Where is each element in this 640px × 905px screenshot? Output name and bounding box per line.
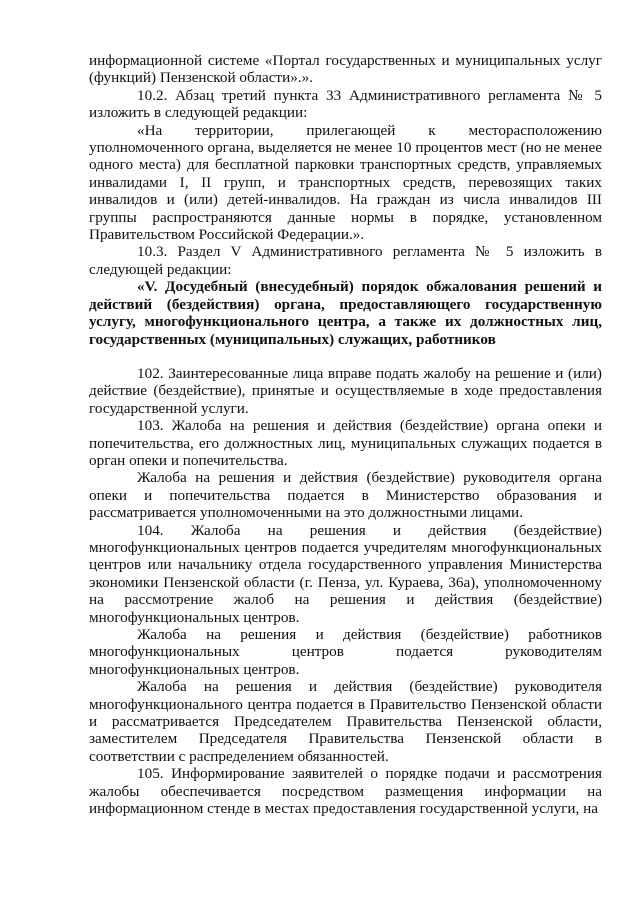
paragraph-104-third: Жалоба на решения и действия (бездействие) руководителя многофункционального центра подается в Правительство Пензенской области и рассматривается Председателем Правительства Пензенской области, заместителем Председателя Правительства Пензенской области в соответствии с распределением обязанностей. xyxy=(89,678,602,765)
paragraph-104: 104. Жалоба на решения и действия (бездействие) многофункциональных центров подается учредителям многофункциональных центров или начальнику отдела государственного управления Министерства экономики Пензенской области (г. Пенза, ул. Кураева, 36а), уполномоченному на рассмотрение жалоб на решения и действия (бездействие) многофункциональных центров. xyxy=(89,521,602,626)
paragraph-104-second: Жалоба на решения и действия (бездействие) работников многофункциональных центров подается руководителям многофункциональных центров. xyxy=(89,626,602,678)
paragraph-103-second: Жалоба на решения и действия (бездействие) руководителя органа опеки и попечительства подается в Министерство образования и рассматривается уполномоченными на это должностными лицами. xyxy=(89,469,602,522)
paragraph-102: 102. Заинтересованные лица вправе подать жалобу на решение и (или) действие (бездействие), принятые и осуществляемые в ходе предоставления государственной услуги. xyxy=(89,364,602,417)
section-v-title: «V. Досудебный (внесудебный) порядок обжалования решений и действий (бездействия) органа, предоставляющего государственную услугу, многофункционального центра, а также их должностных лиц, государственных (муниципальных) служащих, работников xyxy=(89,278,602,348)
paragraph-parking-quote: «На территории, прилегающей к месторасположению уполномоченного органа, выделяется не менее 10 процентов мест (но не менее одного места) для бесплатной парковки транспортных средств, управляемых инвалидами I, II групп, и транспортных средств, перевозящих таких инвалидов и (или) детей-инвалидов. На граждан из числа инвалидов III группы распространяются данные нормы в порядке, установленном Правительством Российской Федерации.». xyxy=(89,121,602,244)
section-spacer xyxy=(89,348,602,365)
paragraph-105: 105. Информирование заявителей о порядке подачи и рассмотрения жалобы обеспечивается посредством размещения информации на информационном стенде в местах предоставления государственной услуги, на xyxy=(89,765,602,818)
paragraph-10-2: 10.2. Абзац третий пункта 33 Административного регламента № 5 изложить в следующей редакции: xyxy=(89,86,602,122)
document-page xyxy=(89,52,602,817)
paragraph-portal-continuation: информационной системе «Портал государственных и муниципальных услуг (функций) Пензенской области».». xyxy=(89,52,602,87)
paragraph-103: 103. Жалоба на решения и действия (бездействие) органа опеки и попечительства, его должностных лиц, муниципальных служащих подается в орган опеки и попечительства. xyxy=(89,417,602,469)
paragraph-10-3: 10.3. Раздел V Административного регламента № 5 изложить в следующей редакции: xyxy=(89,243,602,278)
